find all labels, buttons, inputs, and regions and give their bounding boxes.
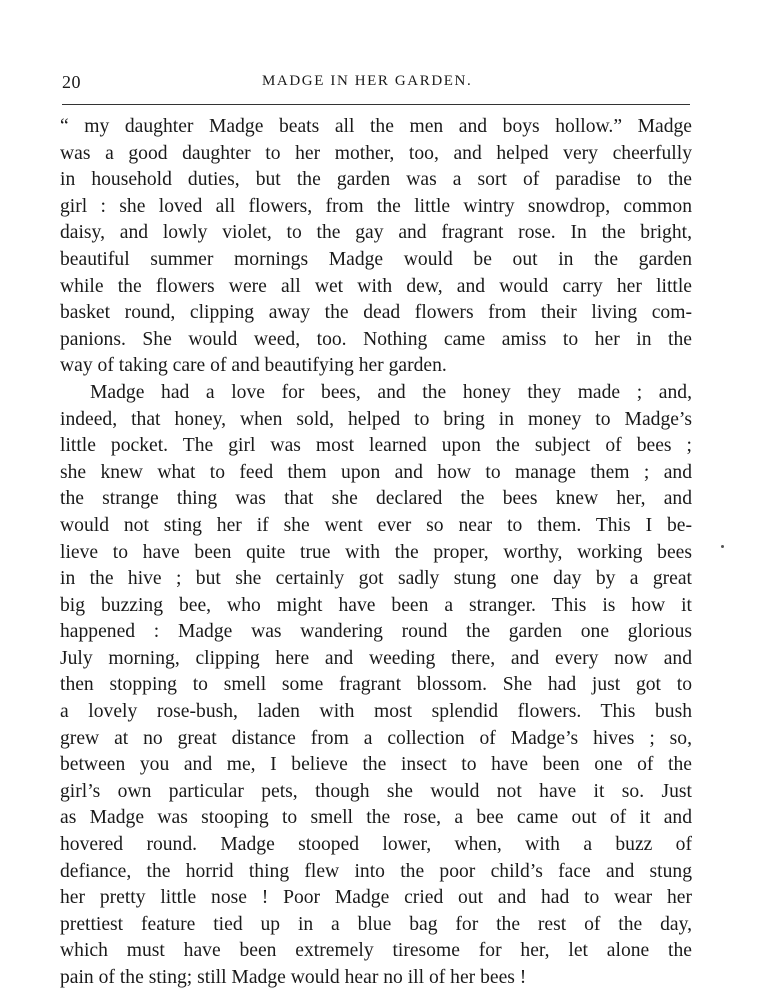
running-title: MADGE IN HER GARDEN. — [262, 73, 473, 89]
text-line: way of taking care of and beautifying her garden. — [60, 355, 447, 377]
paragraph-2 — [60, 380, 692, 992]
text-line: a lovely rose-bush, laden with most splendid flowers. This bush — [60, 701, 692, 723]
text-line: her pretty little nose ! Poor Madge cried out and had to wear her — [60, 887, 692, 909]
text-line: big buzzing bee, who might have been a stranger. This is how it — [60, 594, 692, 616]
body-text — [60, 114, 692, 992]
paragraph-1 — [60, 114, 692, 380]
text-line: defiance, the horrid thing flew into the poor child’s face and stung — [60, 860, 692, 882]
text-line: as Madge was stooping to smell the rose, a bee came out of it and — [60, 807, 692, 829]
text-line: pain of the sting; still Madge would hear no ill of her bees ! — [60, 967, 527, 988]
text-line: was a good daughter to her mother, too, and helped very cheerfully — [60, 142, 692, 164]
text-line: indeed, that honey, when sold, helped to bring in money to Madge’s — [60, 408, 692, 430]
text-line: daisy, and lowly violet, to the gay and fragrant rose. In the bright, — [60, 222, 692, 244]
running-header — [62, 72, 690, 94]
header-rule — [62, 104, 690, 105]
ink-speck — [721, 545, 724, 548]
text-line: “ my daughter Madge beats all the men and boys hollow.” Madge — [60, 116, 692, 137]
text-line: she knew what to feed them upon and how to manage them ; and — [60, 461, 692, 483]
text-line: then stopping to smell some fragrant blossom. She had just got to — [60, 674, 692, 696]
text-line: grew at no great distance from a collection of Madge’s hives ; so, — [60, 727, 692, 749]
text-line: which must have been extremely tiresome for her, let alone the — [60, 940, 692, 962]
text-line: basket round, clipping away the dead flowers from their living com- — [60, 302, 692, 324]
text-line: little pocket. The girl was most learned upon the subject of bees ; — [60, 435, 692, 457]
text-line: while the flowers were all wet with dew, and would carry her little — [60, 275, 692, 297]
text-line: July morning, clipping here and weeding there, and every now and — [60, 647, 692, 669]
text-line: between you and me, I believe the insect to have been one of the — [60, 754, 692, 776]
text-line: prettiest feature tied up in a blue bag for the rest of the day, — [60, 913, 692, 935]
text-line: girl’s own particular pets, though she would not have it so. Just — [60, 780, 692, 802]
text-line: hovered round. Madge stooped lower, when, with a buzz of — [60, 834, 692, 856]
text-line: in household duties, but the garden was a sort of paradise to the — [60, 169, 692, 191]
text-line: girl : she loved all flowers, from the little wintry snowdrop, common — [60, 195, 692, 217]
text-line: happened : Madge was wandering round the garden one glorious — [60, 621, 692, 643]
text-line: panions. She would weed, too. Nothing came amiss to her in the — [60, 328, 692, 350]
text-line: beautiful summer mornings Madge would be out in the garden — [60, 248, 692, 270]
text-line: would not sting her if she went ever so near to them. This I be- — [60, 514, 692, 536]
text-line: the strange thing was that she declared the bees knew her, and — [60, 488, 692, 510]
text-line: lieve to have been quite true with the proper, worthy, working bees — [60, 541, 692, 563]
text-line: in the hive ; but she certainly got sadly stung one day by a great — [60, 568, 692, 590]
page-number: 20 — [62, 72, 81, 92]
text-line: Madge had a love for bees, and the honey they made ; and, — [90, 381, 692, 403]
